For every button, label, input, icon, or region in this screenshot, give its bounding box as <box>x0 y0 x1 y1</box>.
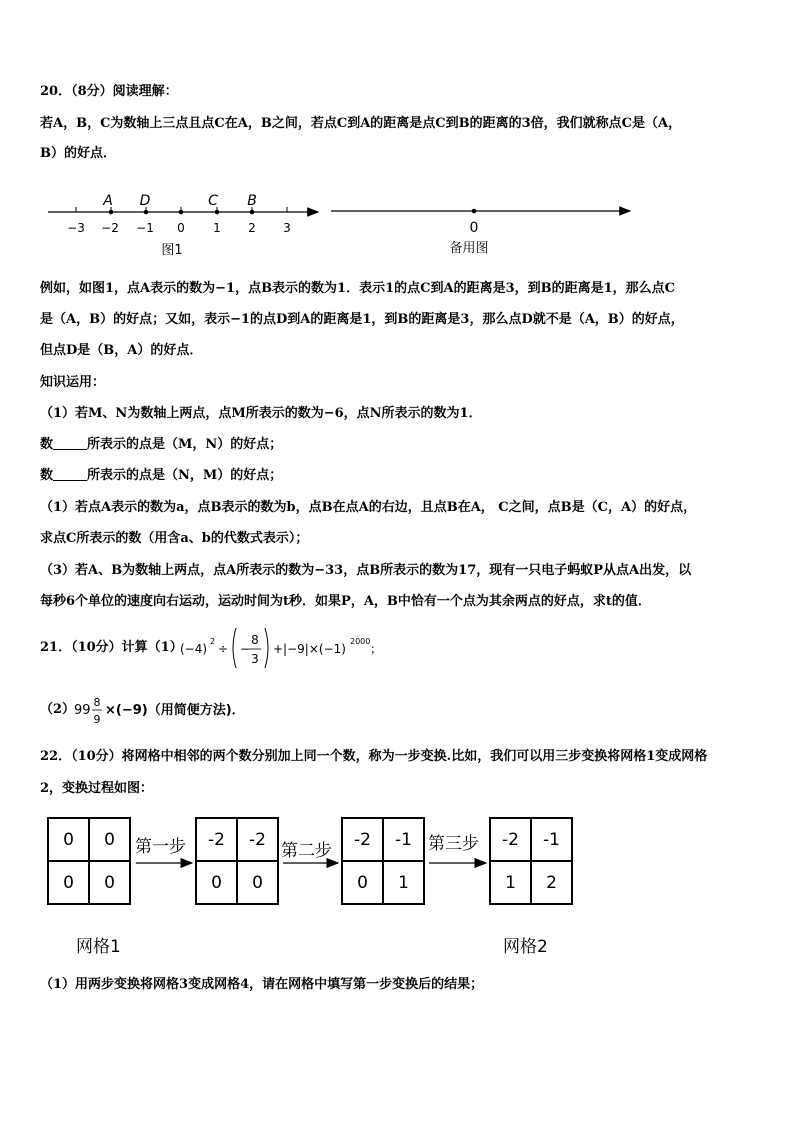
expr-semicolon: ； <box>370 642 383 656</box>
grid-cell: -2 <box>490 818 531 861</box>
spare-origin-point <box>472 209 477 214</box>
expr-neg: − <box>240 642 251 656</box>
grid-cell: 0 <box>89 818 130 861</box>
grid-cell: 2 <box>531 861 572 904</box>
fraction-numerator: 8 <box>251 633 259 647</box>
grid-cell: 0 <box>237 861 278 904</box>
label-D: D <box>139 193 151 209</box>
expr-middle: +|−9|×(−1) <box>273 642 346 656</box>
q20-example-line1: 例如，如图1，点A表示的数为−1，点B表示的数为1．表示1的点C到A的距离是3，到B的距离是1，那么点C <box>40 281 676 296</box>
point-A <box>109 210 114 215</box>
spare-zero-label: 0 <box>469 220 479 236</box>
q20-definition-line2: B）的好点． <box>40 146 116 161</box>
number-line-figures <box>0 186 794 266</box>
grid-cell: 1 <box>490 861 531 904</box>
label-C: C <box>208 193 218 209</box>
q20-definition-line1: 若A，B，C为数轴上三点且点C在A，B之间，若点C到A的距离是点C到B的距离的3倍，我们就称点C是（A， <box>40 116 682 131</box>
point-D <box>144 210 149 215</box>
step-1-label: 第一步 <box>135 837 186 857</box>
q21-expression-2 <box>72 689 262 729</box>
mixed-numerator: 8 <box>93 696 101 709</box>
tick-label: 1 <box>213 221 221 235</box>
answer-blank-1[interactable] <box>53 436 87 450</box>
q20-sub2-line1: （1）若点A表示的数为a，点B表示的数为b，点B在点A的右边，且点B在A， C之间，点B是（C，A）的好点， <box>40 500 697 515</box>
q20-sub1: （1）若M、N为数轴上两点，点M所表示的数为−6，点N所表示的数为1． <box>40 406 482 421</box>
grid-2-caption: 网格2 <box>503 937 548 957</box>
part2-rest: ×(−9)（用简便方法)． <box>105 703 245 718</box>
mixed-denominator: 9 <box>93 713 101 726</box>
q22-line2: 2，变换过程如图： <box>40 781 154 796</box>
q20-header: 20．（8分）阅读理解： <box>40 84 178 99</box>
grid-1-caption: 网格1 <box>76 937 121 957</box>
point-origin <box>179 210 184 215</box>
blank1-prefix: 数 <box>40 437 54 452</box>
figure-1-caption: 图1 <box>161 243 183 258</box>
grid-cell: 0 <box>48 861 89 904</box>
label-A: A <box>103 193 113 209</box>
expr-square: 2 <box>210 637 216 646</box>
q21-expression-1 <box>178 622 388 674</box>
q21-part2-label: （2） <box>40 702 76 717</box>
expr-base: (−4) <box>180 642 208 656</box>
grid-cell: -2 <box>342 818 383 861</box>
q20-example-line2: 是（A，B）的好点；又如，表示−1的点D到A的距离是1，到B的距离是3，那么点D就不是（A，B）的好点， <box>40 312 684 327</box>
q20-sub1-blank2 <box>40 467 282 485</box>
tick-label: 0 <box>177 221 185 235</box>
tick-label: 2 <box>248 221 256 235</box>
left-paren <box>233 628 236 668</box>
mixed-whole: 99 <box>74 703 91 718</box>
grid-cell: -2 <box>196 818 237 861</box>
q21-header: 21．（10分）计算（1） <box>40 640 183 655</box>
blank2-prefix: 数 <box>40 468 54 483</box>
tick-label: 3 <box>283 221 291 235</box>
q20-sub1-blank1 <box>40 436 282 454</box>
expr-divide: ÷ <box>218 642 229 656</box>
expr-power: 2000 <box>350 637 371 646</box>
point-C <box>215 210 220 215</box>
grid-cell: 1 <box>383 861 424 904</box>
grid-cell: -1 <box>531 818 572 861</box>
label-B: B <box>247 193 257 209</box>
step-3-label: 第三步 <box>428 834 479 854</box>
tick-label: −3 <box>67 221 85 235</box>
grid-cell: 0 <box>89 861 130 904</box>
figure-1-number-line <box>48 193 318 258</box>
q22-line1: 22．（10分）将网格中相邻的两个数分别加上同一个数，称为一步变换.比如，我们可以用三步变换将网格1变成网格 <box>40 749 708 764</box>
q22-sub1: （1）用两步变换将网格3变成网格4，请在网格中填写第一步变换后的结果； <box>40 977 484 992</box>
point-B <box>250 210 255 215</box>
step-arrows <box>0 850 794 880</box>
tick-label: −2 <box>101 221 119 235</box>
right-paren <box>265 628 268 668</box>
q20-example-line3: 但点D是（B，A）的好点． <box>40 343 203 358</box>
grid-cell: 0 <box>48 818 89 861</box>
grid-cell: -1 <box>383 818 424 861</box>
spare-figure-caption: 备用图 <box>449 241 489 256</box>
q20-sub3-line1: （3）若A、B为数轴上两点，点A所表示的数为−33，点B所表示的数为17，现有一只电子蚂蚁P从点A出发，以 <box>40 563 692 578</box>
q20-knowledge-label: 知识运用： <box>40 375 106 390</box>
blank1-suffix: 所表示的点是（M，N）的好点； <box>87 437 283 452</box>
spare-number-line <box>331 209 630 256</box>
blank2-suffix: 所表示的点是（N，M）的好点； <box>87 468 283 483</box>
grid-cell: 0 <box>342 861 383 904</box>
grid-cell: -2 <box>237 818 278 861</box>
answer-blank-2[interactable] <box>53 467 87 481</box>
q20-sub2-line2: 求点C所表示的数（用含a、b的代数式表示）； <box>40 531 309 546</box>
fraction-denominator: 3 <box>251 652 259 666</box>
step-2-label: 第二步 <box>281 841 332 861</box>
q21-part2 <box>40 701 75 719</box>
grid-cell: 0 <box>196 861 237 904</box>
tick-label: −1 <box>136 221 154 235</box>
q20-sub3-line2: 每秒6个单位的速度向右运动，运动时间为t秒．如果P，A，B中恰有一个点为其余两点的好点，求t的值． <box>40 594 651 609</box>
